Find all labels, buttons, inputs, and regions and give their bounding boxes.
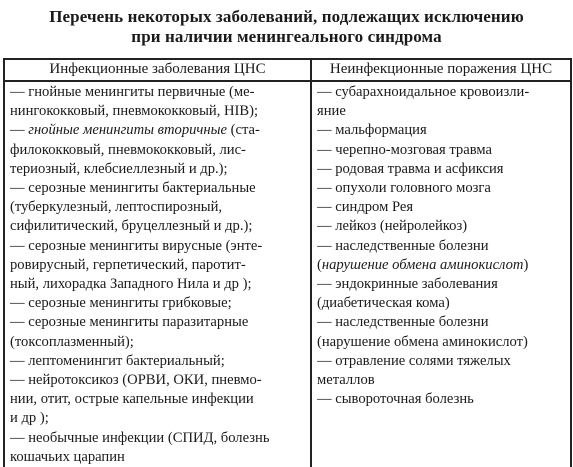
title-line-2: при наличии менингеального синдрома	[131, 27, 442, 46]
italic-text: гнойные менингиты вторичные	[28, 122, 227, 139]
infectious-line	[10, 333, 307, 352]
noninfectious-line	[317, 217, 567, 236]
text-segment: нингококковый, пневмококковый, HIB);	[10, 103, 259, 120]
infectious-line	[10, 217, 307, 236]
text-segment: и др );	[10, 410, 49, 427]
noninfectious-line	[317, 313, 567, 332]
infectious-line	[10, 294, 307, 313]
text-segment: кошачьих царапин	[10, 448, 125, 465]
infectious-line	[10, 83, 307, 102]
infectious-line	[10, 313, 307, 332]
infectious-line	[10, 352, 307, 371]
title-line-1: Перечень некоторых заболеваний, подлежащих исключению	[49, 7, 524, 26]
noninfectious-line	[317, 121, 567, 140]
text-segment: металлов	[317, 372, 375, 389]
text-segment: нии, отит, острые капельные инфекции	[10, 391, 254, 408]
infectious-line	[10, 141, 307, 160]
text-segment: )	[523, 256, 529, 273]
infectious-line	[10, 409, 307, 428]
infectious-line	[10, 256, 307, 275]
infectious-line	[10, 448, 307, 467]
noninfectious-line	[317, 275, 567, 294]
text-segment: — наследственные болезни	[317, 314, 489, 331]
text-segment: ный, лихорадка Западного Нила и др );	[10, 276, 252, 293]
noninfectious-line	[317, 237, 567, 256]
noninfectious-line	[317, 102, 567, 121]
infectious-line	[10, 121, 307, 140]
text-segment: яние	[317, 103, 346, 120]
text-segment: териозный, клебсиеллезный и др.);	[10, 160, 228, 177]
text-segment: — синдром Рея	[317, 199, 414, 216]
noninfectious-line	[317, 179, 567, 198]
table-header-row	[4, 59, 571, 81]
infectious-line	[10, 160, 307, 179]
text-segment: (туберкулезный, лептоспирозный,	[10, 199, 223, 216]
text-segment: (нарушение обмена аминокислот)	[317, 333, 528, 350]
infectious-list-cell	[4, 81, 311, 467]
infectious-line	[10, 102, 307, 121]
text-segment: — лейкоз (нейролейкоз)	[317, 218, 468, 235]
text-segment: (токсоплазменный);	[10, 333, 134, 350]
text-segment: — сывороточная болезнь	[317, 391, 474, 408]
text-segment: — необычные инфекции (СПИД, болезнь	[10, 429, 270, 446]
text-segment: — отравление солями тяжелых	[317, 352, 511, 369]
text-segment: — опухоли головного мозга	[317, 180, 491, 197]
text-segment: — гнойные менингиты первичные (ме-	[10, 84, 255, 100]
text-segment: — субарахноидальное кровоизли-	[317, 84, 530, 100]
noninfectious-line	[317, 83, 567, 102]
noninfectious-line	[317, 198, 567, 217]
text-segment: — серозные менингиты паразитарные	[10, 314, 249, 331]
noninfectious-line	[317, 333, 567, 352]
noninfectious-line	[317, 390, 567, 409]
noninfectious-line	[317, 294, 567, 313]
header-infectious: Инфекционные заболевания ЦНС	[4, 59, 311, 81]
infectious-line	[10, 275, 307, 294]
text-segment: — наследственные болезни	[317, 237, 489, 254]
infectious-line	[10, 371, 307, 390]
text-segment: — эндокринные заболевания	[317, 276, 498, 293]
noninfectious-line	[317, 352, 567, 371]
text-segment: ровирусный, герпетический, паротит-	[10, 256, 246, 273]
disease-table	[3, 58, 572, 467]
text-segment: —	[10, 122, 29, 139]
document-title	[0, 0, 573, 47]
text-segment: (ста-	[226, 122, 260, 139]
text-segment: — мальформация	[317, 122, 427, 139]
header-noninfectious: Неинфекционные поражения ЦНС	[311, 59, 571, 81]
italic-text: нарушение обмена аминокислот	[321, 256, 524, 273]
text-segment: — серозные менингиты вирусные (энте-	[10, 237, 263, 254]
text-segment: сифилитический, бруцеллезный и др.);	[10, 218, 253, 235]
noninfectious-line	[317, 141, 567, 160]
noninfectious-line	[317, 256, 567, 275]
text-segment: (диабетическая кома)	[317, 295, 450, 312]
text-segment: — родовая травма и асфиксия	[317, 160, 504, 177]
infectious-line	[10, 429, 307, 448]
noninfectious-line	[317, 160, 567, 179]
infectious-line	[10, 237, 307, 256]
text-segment: филококковый, пневмококковый, лис-	[10, 141, 246, 158]
noninfectious-line	[317, 371, 567, 390]
text-segment: — лептоменингит бактериальный;	[10, 352, 225, 369]
infectious-line	[10, 179, 307, 198]
infectious-line	[10, 390, 307, 409]
text-segment: — серозные менингиты грибковые;	[10, 295, 232, 312]
text-segment: — нейротоксикоз (ОРВИ, ОКИ, пневмо-	[10, 372, 262, 389]
text-segment: — черепно-мозговая травма	[317, 141, 492, 158]
text-segment: (	[317, 256, 322, 273]
text-segment: — серозные менингиты бактериальные	[10, 180, 256, 197]
noninfectious-list-cell	[311, 81, 571, 467]
infectious-line	[10, 198, 307, 217]
table-body-row	[4, 81, 571, 467]
